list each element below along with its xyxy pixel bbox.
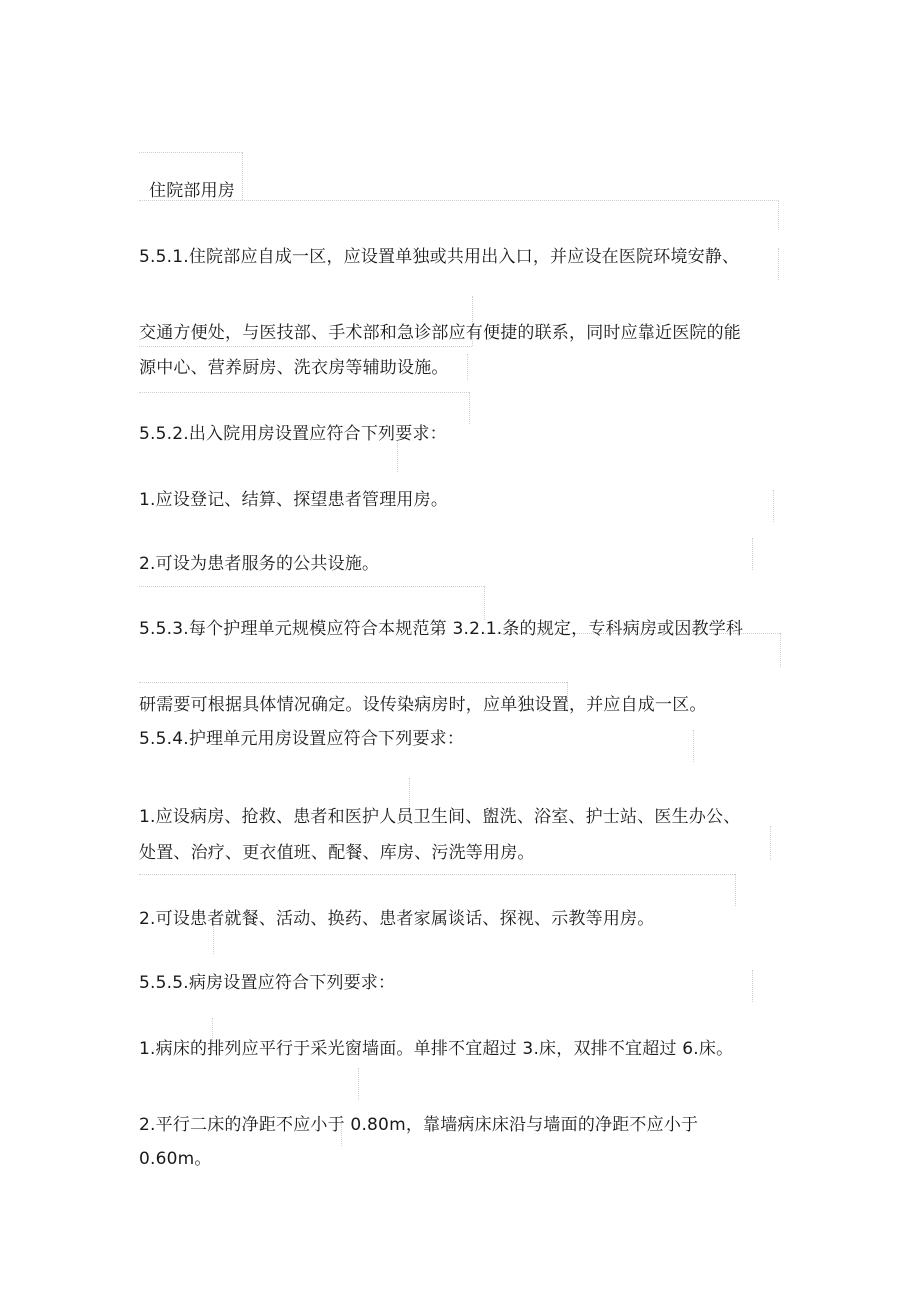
guide-line	[139, 346, 472, 347]
guide-line	[484, 586, 485, 620]
guide-line	[780, 633, 781, 667]
guide-line	[242, 152, 243, 200]
guide-line	[693, 730, 694, 762]
clause-5-5-4-item-2: 2.可设患者就餐、活动、换药、患者家属谈话、探视、示教等用房。	[139, 909, 655, 929]
clause-5-5-5-item-2-line-2: 0.60m。	[139, 1149, 212, 1169]
clause-5-5-1-line-3: 源中心、营养厨房、洗衣房等辅助设施。	[139, 358, 449, 378]
guide-line	[358, 1068, 359, 1100]
clause-5-5-4-item-1-line-2: 处置、治疗、更衣值班、配餐、库房、污洗等用房。	[139, 843, 535, 863]
guide-line	[770, 826, 771, 860]
clause-5-5-2-item-2: 2.可设为患者服务的公共设施。	[139, 554, 380, 574]
clause-5-5-5-item-2-line-1: 2.平行二床的净距不应小于 0.80m，靠墙病床床沿与墙面的净距不应小于	[139, 1115, 699, 1135]
guide-line	[778, 200, 779, 230]
clause-5-5-2-item-1: 1.应设登记、结算、探望患者管理用房。	[139, 490, 449, 510]
guide-line	[752, 538, 753, 570]
clause-5-5-5-item-1: 1.病床的排列应平行于采光窗墙面。单排不宜超过 3.床，双排不宜超过 6.床。	[139, 1039, 734, 1059]
clause-5-5-1-line-1: 5.5.1.住院部应自成一区，应设置单独或共用出入口，并应设在医院环境安静、	[139, 247, 740, 267]
clause-5-5-5: 5.5.5.病房设置应符合下列要求：	[139, 973, 396, 993]
clause-5-5-1-line-2: 交通方便处，与医技部、手术部和急诊部应有便捷的联系，同时应靠近医院的能	[139, 323, 741, 343]
guide-line	[752, 970, 753, 1002]
guide-line	[139, 392, 469, 393]
guide-line	[139, 152, 242, 153]
section-title: 住院部用房	[149, 181, 235, 201]
guide-line	[139, 200, 779, 201]
guide-line	[735, 874, 736, 906]
guide-line	[773, 490, 774, 522]
guide-line	[139, 682, 567, 683]
clause-5-5-2: 5.5.2.出入院用房设置应符合下列要求：	[139, 424, 447, 444]
guide-line	[139, 586, 484, 587]
guide-line	[467, 354, 468, 380]
guide-line	[778, 248, 779, 280]
clause-5-5-4: 5.5.4.护理单元用房设置应符合下列要求：	[139, 729, 465, 749]
clause-5-5-4-item-1-line-1: 1.应设病房、抢救、患者和医护人员卫生间、盥洗、浴室、护士站、医生办公、	[139, 807, 741, 827]
guide-line	[139, 874, 735, 875]
clause-5-5-3-line-1: 5.5.3.每个护理单元规模应符合本规范第 3.2.1.条的规定，专科病房或因教学科	[139, 619, 744, 639]
clause-5-5-3-line-2: 研需要可根据具体情况确定。设传染病房时，应单独设置，并应自成一区。	[139, 695, 707, 715]
guide-line	[469, 392, 470, 424]
